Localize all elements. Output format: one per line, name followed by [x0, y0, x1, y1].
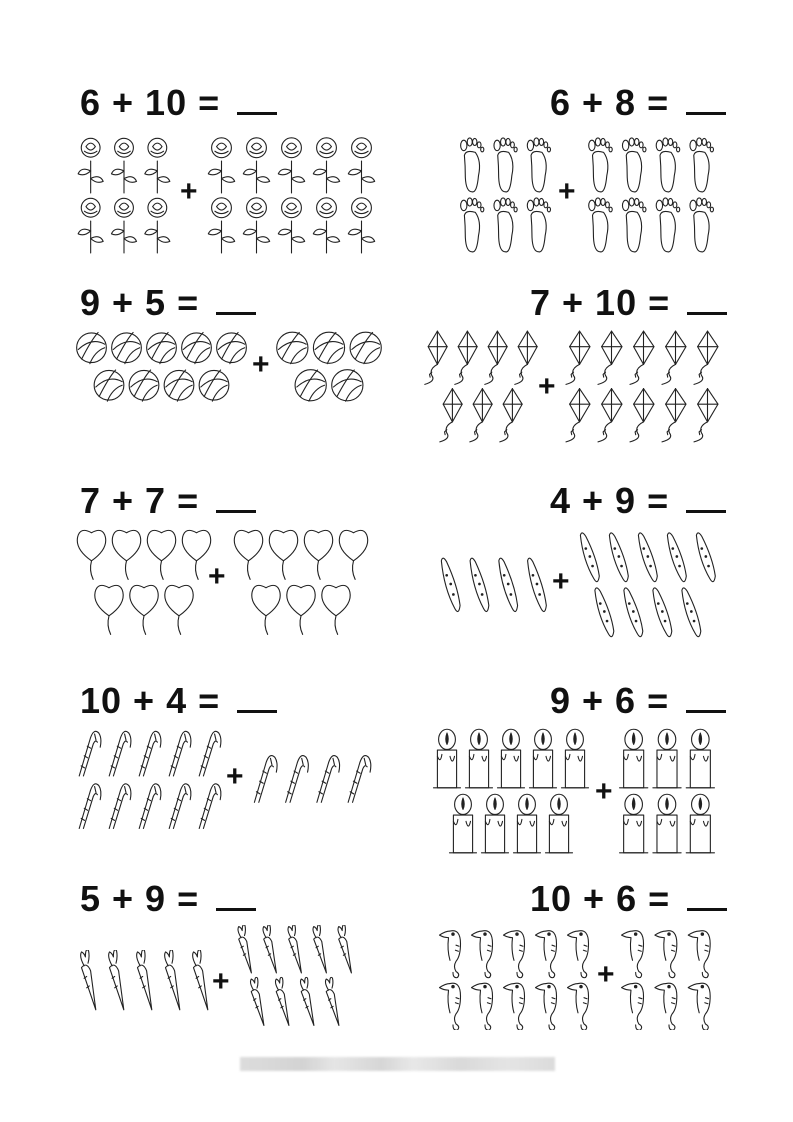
- kite-icon: [566, 331, 590, 384]
- seahorse-icon: [440, 983, 461, 1030]
- kite-icon: [662, 389, 686, 442]
- kite-icon: [566, 389, 590, 442]
- cucumber-icon: [682, 588, 701, 637]
- ball-icon: [129, 370, 159, 401]
- candy-cane-icon: [139, 731, 161, 776]
- candle-group-b: [618, 728, 718, 858]
- candy-cane-icon: [254, 756, 277, 803]
- answer-blank[interactable]: [216, 484, 256, 513]
- rose-icon: [78, 138, 103, 193]
- carrot-icon: [137, 950, 152, 1010]
- rose-group-a: [75, 135, 175, 255]
- kite-icon: [470, 389, 492, 442]
- candy-cane-icon: [139, 784, 161, 829]
- kite-icon: [455, 331, 477, 384]
- rose-icon: [313, 138, 339, 193]
- ball-group-b: [275, 330, 385, 405]
- footprint-icon: [527, 198, 550, 252]
- balloon-icon: [304, 530, 332, 579]
- candy-cane-group-a: [75, 728, 225, 833]
- candy-cane-icon: [169, 784, 191, 829]
- candy-cane-icon: [348, 756, 371, 803]
- seahorse-group-b: [620, 925, 720, 1030]
- footprint-icon: [656, 198, 679, 252]
- candle-group-a: [432, 728, 592, 858]
- balloon-group-a: [75, 528, 215, 638]
- balloon-icon: [112, 530, 140, 579]
- footprint-icon: [589, 138, 612, 192]
- seahorse-icon: [655, 983, 677, 1030]
- seahorse-icon: [568, 983, 589, 1030]
- seahorse-icon: [688, 931, 710, 978]
- rose-icon: [243, 138, 269, 193]
- ball-icon: [182, 332, 212, 363]
- footprint-icon: [461, 198, 484, 252]
- footprint-group-a: [455, 135, 555, 255]
- candy-cane-group-b: [250, 752, 375, 807]
- equation-text: 6 + 8 =: [550, 82, 681, 123]
- cucumber-icon: [624, 588, 643, 637]
- plus-sign: +: [595, 775, 613, 808]
- rose-group-b: [205, 135, 380, 255]
- balloon-icon: [147, 530, 175, 579]
- addend-group-b: [250, 752, 375, 807]
- seahorse-group-a: [438, 925, 598, 1030]
- seahorse-icon: [440, 931, 461, 978]
- seahorse-icon: [504, 931, 525, 978]
- equation-text: 5 + 9 =: [80, 878, 211, 919]
- carrot-icon: [288, 925, 301, 973]
- addend-group-b: [618, 728, 718, 858]
- ball-icon: [112, 332, 142, 363]
- carrot-icon: [250, 977, 263, 1025]
- cucumber-icon: [667, 533, 686, 582]
- carrot-icon: [300, 977, 313, 1025]
- addend-group-a: [438, 925, 598, 1030]
- ball-icon: [164, 370, 194, 401]
- plus-sign: +: [558, 175, 576, 208]
- answer-blank[interactable]: [687, 286, 727, 315]
- cucumber-icon: [653, 588, 672, 637]
- carrot-icon: [165, 950, 180, 1010]
- equation-text: 10 + 4 =: [80, 680, 232, 721]
- ball-icon: [295, 370, 326, 402]
- equation-6: [550, 480, 726, 522]
- candle-icon: [482, 794, 509, 853]
- ball-icon: [94, 370, 124, 401]
- addend-group-a: [75, 330, 250, 405]
- rose-icon: [145, 138, 170, 193]
- carrot-group-b: [233, 925, 358, 1030]
- ball-icon: [217, 332, 247, 363]
- plus-sign: +: [252, 348, 270, 381]
- kite-icon: [662, 331, 686, 384]
- kite-icon: [425, 331, 447, 384]
- kite-icon: [515, 331, 537, 384]
- carrot-icon: [81, 950, 96, 1010]
- balloon-icon: [182, 530, 210, 579]
- candy-cane-icon: [169, 731, 191, 776]
- carrot-icon: [325, 977, 338, 1025]
- kite-icon: [630, 331, 654, 384]
- footprint-icon: [656, 138, 679, 192]
- cucumber-icon: [696, 533, 715, 582]
- addend-group-b: [583, 135, 718, 255]
- addend-group-b: [575, 530, 720, 640]
- ball-icon: [199, 370, 229, 401]
- candle-icon: [530, 729, 557, 788]
- balloon-icon: [287, 585, 315, 634]
- candle-icon: [562, 729, 589, 788]
- candle-icon: [653, 794, 681, 853]
- balloon-icon: [322, 585, 350, 634]
- blurred-footer-watermark: [240, 1057, 555, 1071]
- candle-icon: [686, 729, 714, 788]
- cucumber-icon: [441, 558, 460, 611]
- seahorse-icon: [504, 983, 525, 1030]
- footprint-icon: [494, 198, 517, 252]
- ball-icon: [350, 332, 381, 364]
- ball-icon: [277, 332, 308, 364]
- equation-text: 6 + 10 =: [80, 82, 232, 123]
- footprint-icon: [622, 138, 645, 192]
- balloon-icon: [165, 585, 193, 634]
- kite-group-a: [422, 330, 542, 445]
- equation-text: 7 + 10 =: [530, 282, 682, 323]
- carrot-group-a: [75, 950, 215, 1015]
- plus-sign: +: [226, 760, 244, 793]
- candle-icon: [686, 794, 714, 853]
- addend-group-b: [233, 925, 358, 1030]
- plus-sign: +: [552, 565, 570, 598]
- answer-blank[interactable]: [216, 882, 256, 911]
- answer-blank[interactable]: [686, 86, 726, 115]
- balloon-icon: [95, 585, 123, 634]
- candle-icon: [546, 794, 573, 853]
- kite-icon: [485, 331, 507, 384]
- ball-icon: [332, 370, 363, 402]
- cucumber-icon: [609, 533, 628, 582]
- kite-icon: [500, 389, 522, 442]
- rose-icon: [313, 198, 339, 253]
- cucumber-icon: [580, 533, 599, 582]
- addend-group-a: [422, 330, 542, 445]
- addend-group-b: [275, 330, 385, 405]
- addend-group-b: [205, 135, 380, 255]
- candle-icon: [653, 729, 681, 788]
- plus-sign: +: [597, 958, 615, 991]
- carrot-icon: [313, 925, 326, 973]
- seahorse-icon: [622, 931, 644, 978]
- footprint-icon: [622, 198, 645, 252]
- equation-3: [80, 282, 256, 324]
- rose-icon: [348, 198, 374, 253]
- rose-icon: [278, 138, 304, 193]
- candy-cane-icon: [317, 756, 340, 803]
- equation-9: [80, 878, 256, 920]
- ball-icon: [313, 332, 344, 364]
- addend-group-a: [75, 950, 215, 1015]
- rose-icon: [145, 198, 170, 253]
- ball-group-a: [75, 330, 250, 405]
- kite-group-b: [563, 330, 723, 445]
- footprint-icon: [461, 138, 484, 192]
- candy-cane-icon: [79, 731, 101, 776]
- candy-cane-icon: [199, 731, 221, 776]
- addend-group-b: [563, 330, 723, 445]
- answer-blank[interactable]: [237, 684, 277, 713]
- footprint-icon: [527, 138, 550, 192]
- carrot-icon: [263, 925, 276, 973]
- equation-4: [530, 282, 727, 324]
- ball-icon: [147, 332, 177, 363]
- equation-1: [80, 82, 277, 124]
- kite-icon: [694, 331, 718, 384]
- answer-blank[interactable]: [686, 484, 726, 513]
- carrot-icon: [238, 925, 251, 973]
- balloon-icon: [77, 530, 105, 579]
- rose-icon: [208, 138, 234, 193]
- seahorse-icon: [622, 983, 644, 1030]
- candle-icon: [620, 794, 648, 853]
- answer-blank[interactable]: [237, 86, 277, 115]
- balloon-icon: [252, 585, 280, 634]
- carrot-icon: [193, 950, 208, 1010]
- cucumber-icon: [528, 558, 547, 611]
- plus-sign: +: [180, 175, 198, 208]
- addend-group-a: [75, 528, 215, 638]
- balloon-group-b: [232, 528, 372, 638]
- candle-icon: [514, 794, 541, 853]
- balloon-icon: [130, 585, 158, 634]
- cucumber-icon: [595, 588, 614, 637]
- balloon-icon: [234, 530, 262, 579]
- kite-icon: [694, 389, 718, 442]
- cucumber-group-b: [575, 530, 720, 640]
- equation-7: [80, 680, 277, 722]
- equation-text: 9 + 6 =: [550, 680, 681, 721]
- seahorse-icon: [472, 983, 493, 1030]
- rose-icon: [243, 198, 269, 253]
- footprint-icon: [589, 198, 612, 252]
- footprint-icon: [494, 138, 517, 192]
- equation-5: [80, 480, 256, 522]
- rose-icon: [111, 198, 136, 253]
- carrot-icon: [109, 950, 124, 1010]
- candy-cane-icon: [109, 731, 131, 776]
- rose-icon: [278, 198, 304, 253]
- balloon-icon: [339, 530, 367, 579]
- candy-cane-icon: [286, 756, 309, 803]
- answer-blank[interactable]: [687, 882, 727, 911]
- carrot-icon: [275, 977, 288, 1025]
- candle-icon: [498, 729, 525, 788]
- rose-icon: [208, 198, 234, 253]
- candy-cane-icon: [199, 784, 221, 829]
- candy-cane-icon: [79, 784, 101, 829]
- seahorse-icon: [536, 983, 557, 1030]
- seahorse-icon: [536, 931, 557, 978]
- ball-icon: [77, 332, 107, 363]
- addend-group-a: [455, 135, 555, 255]
- answer-blank[interactable]: [216, 286, 256, 315]
- candy-cane-icon: [109, 784, 131, 829]
- seahorse-icon: [688, 983, 710, 1030]
- answer-blank[interactable]: [686, 684, 726, 713]
- cucumber-icon: [638, 533, 657, 582]
- cucumber-icon: [499, 558, 518, 611]
- footprint-group-b: [583, 135, 718, 255]
- equation-8: [550, 680, 726, 722]
- rose-icon: [78, 198, 103, 253]
- addend-group-a: [432, 728, 592, 858]
- addend-group-b: [620, 925, 720, 1030]
- seahorse-icon: [472, 931, 493, 978]
- seahorse-icon: [655, 931, 677, 978]
- kite-icon: [598, 331, 622, 384]
- carrot-icon: [338, 925, 351, 973]
- balloon-icon: [269, 530, 297, 579]
- cucumber-group-a: [436, 555, 551, 615]
- footprint-icon: [690, 138, 713, 192]
- equation-text: 7 + 7 =: [80, 480, 211, 521]
- footprint-icon: [690, 198, 713, 252]
- kite-icon: [630, 389, 654, 442]
- cucumber-icon: [470, 558, 489, 611]
- kite-icon: [598, 389, 622, 442]
- kite-icon: [440, 389, 462, 442]
- addend-group-a: [75, 135, 175, 255]
- plus-sign: +: [538, 370, 556, 403]
- candle-icon: [450, 794, 477, 853]
- equation-text: 9 + 5 =: [80, 282, 211, 323]
- plus-sign: +: [212, 965, 230, 998]
- addend-group-b: [232, 528, 372, 638]
- addend-group-a: [436, 555, 551, 615]
- candle-icon: [434, 729, 461, 788]
- candle-icon: [620, 729, 648, 788]
- candle-icon: [466, 729, 493, 788]
- rose-icon: [348, 138, 374, 193]
- seahorse-icon: [568, 931, 589, 978]
- equation-text: 10 + 6 =: [530, 878, 682, 919]
- addend-group-a: [75, 728, 225, 833]
- rose-icon: [111, 138, 136, 193]
- equation-2: [550, 82, 726, 124]
- equation-10: [530, 878, 727, 920]
- equation-text: 4 + 9 =: [550, 480, 681, 521]
- plus-sign: +: [208, 560, 226, 593]
